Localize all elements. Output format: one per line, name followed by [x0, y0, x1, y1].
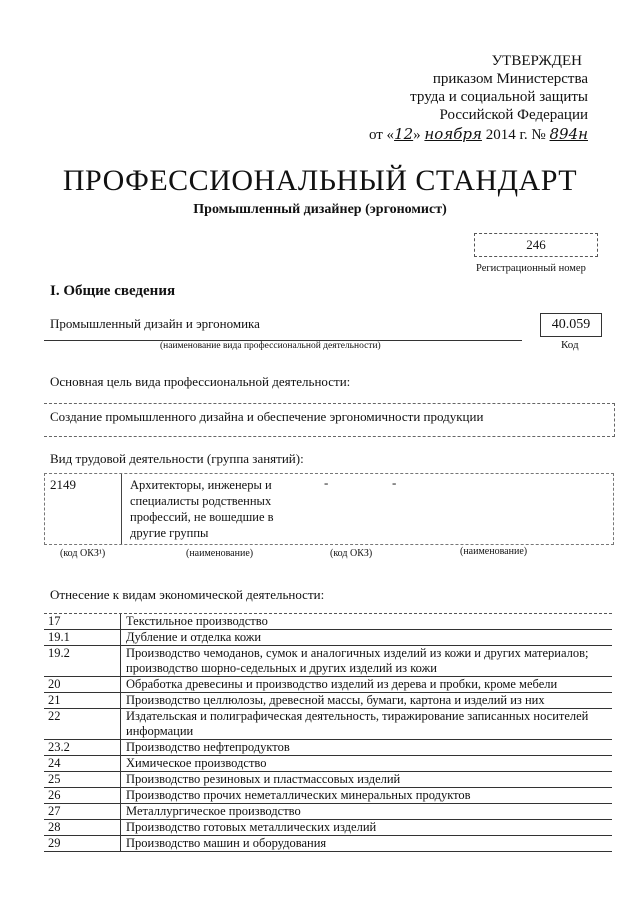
- okved-name: Производство прочих неметаллических минеральных продуктов: [126, 788, 471, 802]
- okved-name: Производство целлюлозы, древесной массы, бумаги, картона и изделий из них: [126, 693, 545, 707]
- okved-name: Обработка древесины и производство изделий из дерева и пробки, кроме мебели: [126, 677, 558, 691]
- work-kind-label: Вид трудовой деятельности (группа занятий):: [50, 451, 304, 466]
- okved-code: 22: [44, 709, 121, 739]
- document-title: ПРОФЕССИОНАЛЬНЫЙ СТАНДАРТ: [62, 164, 578, 197]
- caption-name-2: (наименование): [460, 546, 528, 557]
- okved-code: 29: [44, 836, 121, 851]
- okved-row: [44, 820, 612, 836]
- okved-code: 17: [44, 614, 121, 629]
- okved-row: [44, 693, 612, 709]
- activity-name: Промышленный дизайн и эргономика: [50, 316, 260, 331]
- activity-caption: (наименование вида профессиональной деятельности): [160, 341, 381, 351]
- activity-code-box: 40.059: [540, 313, 602, 337]
- okved-name: Производство нефтепродуктов: [126, 740, 290, 754]
- okved-row: [44, 756, 612, 772]
- okved-code: 25: [44, 772, 121, 787]
- registration-number-label: Регистрационный номер: [476, 263, 586, 274]
- approval-line-2: труда и социальной защиты: [410, 89, 588, 105]
- order-number: 894н: [549, 125, 588, 143]
- occupation-dash-1: -: [324, 475, 329, 490]
- okved-name: Издательская и полиграфическая деятельность, тиражирование записанных носителей информации: [126, 709, 589, 738]
- approval-order-line: [369, 125, 588, 144]
- okved-code: 20: [44, 677, 121, 692]
- okved-name: Производство резиновых и пластмассовых изделий: [126, 772, 401, 786]
- order-prefix: от «: [368, 127, 395, 143]
- okved-row: [44, 709, 612, 740]
- okved-name: Текстильное производство: [126, 614, 268, 628]
- okved-row: [44, 788, 612, 804]
- okved-code: 19.2: [44, 646, 121, 676]
- occupation-dash-2: -: [392, 475, 397, 490]
- okved-code: 27: [44, 804, 121, 819]
- approval-line-3: Российской Федерации: [439, 107, 588, 123]
- caption-okz-code-2: (код ОКЗ): [330, 548, 373, 559]
- order-day: 12: [394, 125, 414, 143]
- order-sep: »: [413, 127, 421, 143]
- okved-code: 24: [44, 756, 121, 771]
- section-title: I. Общие сведения: [50, 283, 176, 299]
- okved-name: Производство чемоданов, сумок и аналогичных изделий из кожи и других материалов; производство шорно-седельных и других изделий из кожи: [126, 646, 589, 675]
- okved-row: [44, 646, 612, 677]
- goal-label: Основная цель вида профессиональной деятельности:: [50, 374, 351, 389]
- okved-table: [44, 613, 612, 852]
- okved-code: 21: [44, 693, 121, 708]
- registration-number-box: 246: [474, 233, 598, 257]
- okved-row: [44, 740, 612, 756]
- okved-code: 28: [44, 820, 121, 835]
- econ-activity-label: Отнесение к видам экономической деятельности:: [50, 587, 325, 602]
- okved-row: [44, 613, 612, 630]
- goal-text: Создание промышленного дизайна и обеспечение эргономичности продукции: [50, 409, 484, 424]
- approval-line-1: приказом Министерства: [432, 71, 588, 87]
- okved-name: Производство готовых металлических изделий: [126, 820, 377, 834]
- okved-name: Дубление и отделка кожи: [126, 630, 262, 644]
- okved-row: [44, 630, 612, 646]
- okved-code: 19.1: [44, 630, 121, 645]
- okved-row: [44, 804, 612, 820]
- okved-name: Металлургическое производство: [126, 804, 301, 818]
- okved-name: Химическое производство: [126, 756, 267, 770]
- code-caption: Код: [561, 339, 579, 351]
- okved-row: [44, 772, 612, 788]
- caption-okz-code-1: (код ОКЗ¹): [60, 548, 106, 559]
- caption-name-1: (наименование): [186, 548, 254, 559]
- okved-code: 26: [44, 788, 121, 803]
- occupation-name: Архитекторы, инженеры и специалисты родственных профессий, не вошедшие в другие группы: [130, 478, 274, 540]
- occupation-code: 2149: [50, 477, 76, 492]
- order-month: ноября: [424, 125, 482, 143]
- occupation-divider: [121, 474, 122, 544]
- okved-code: 23.2: [44, 740, 121, 755]
- document-subtitle: Промышленный дизайнер (эргономист): [193, 202, 447, 217]
- okved-row: [44, 677, 612, 693]
- okved-name: Производство машин и оборудования: [126, 836, 327, 850]
- okved-row: [44, 836, 612, 852]
- order-year: 2014 г. №: [485, 127, 546, 143]
- approval-block: [369, 52, 588, 144]
- approval-title: УТВЕРЖДЕН: [491, 53, 582, 69]
